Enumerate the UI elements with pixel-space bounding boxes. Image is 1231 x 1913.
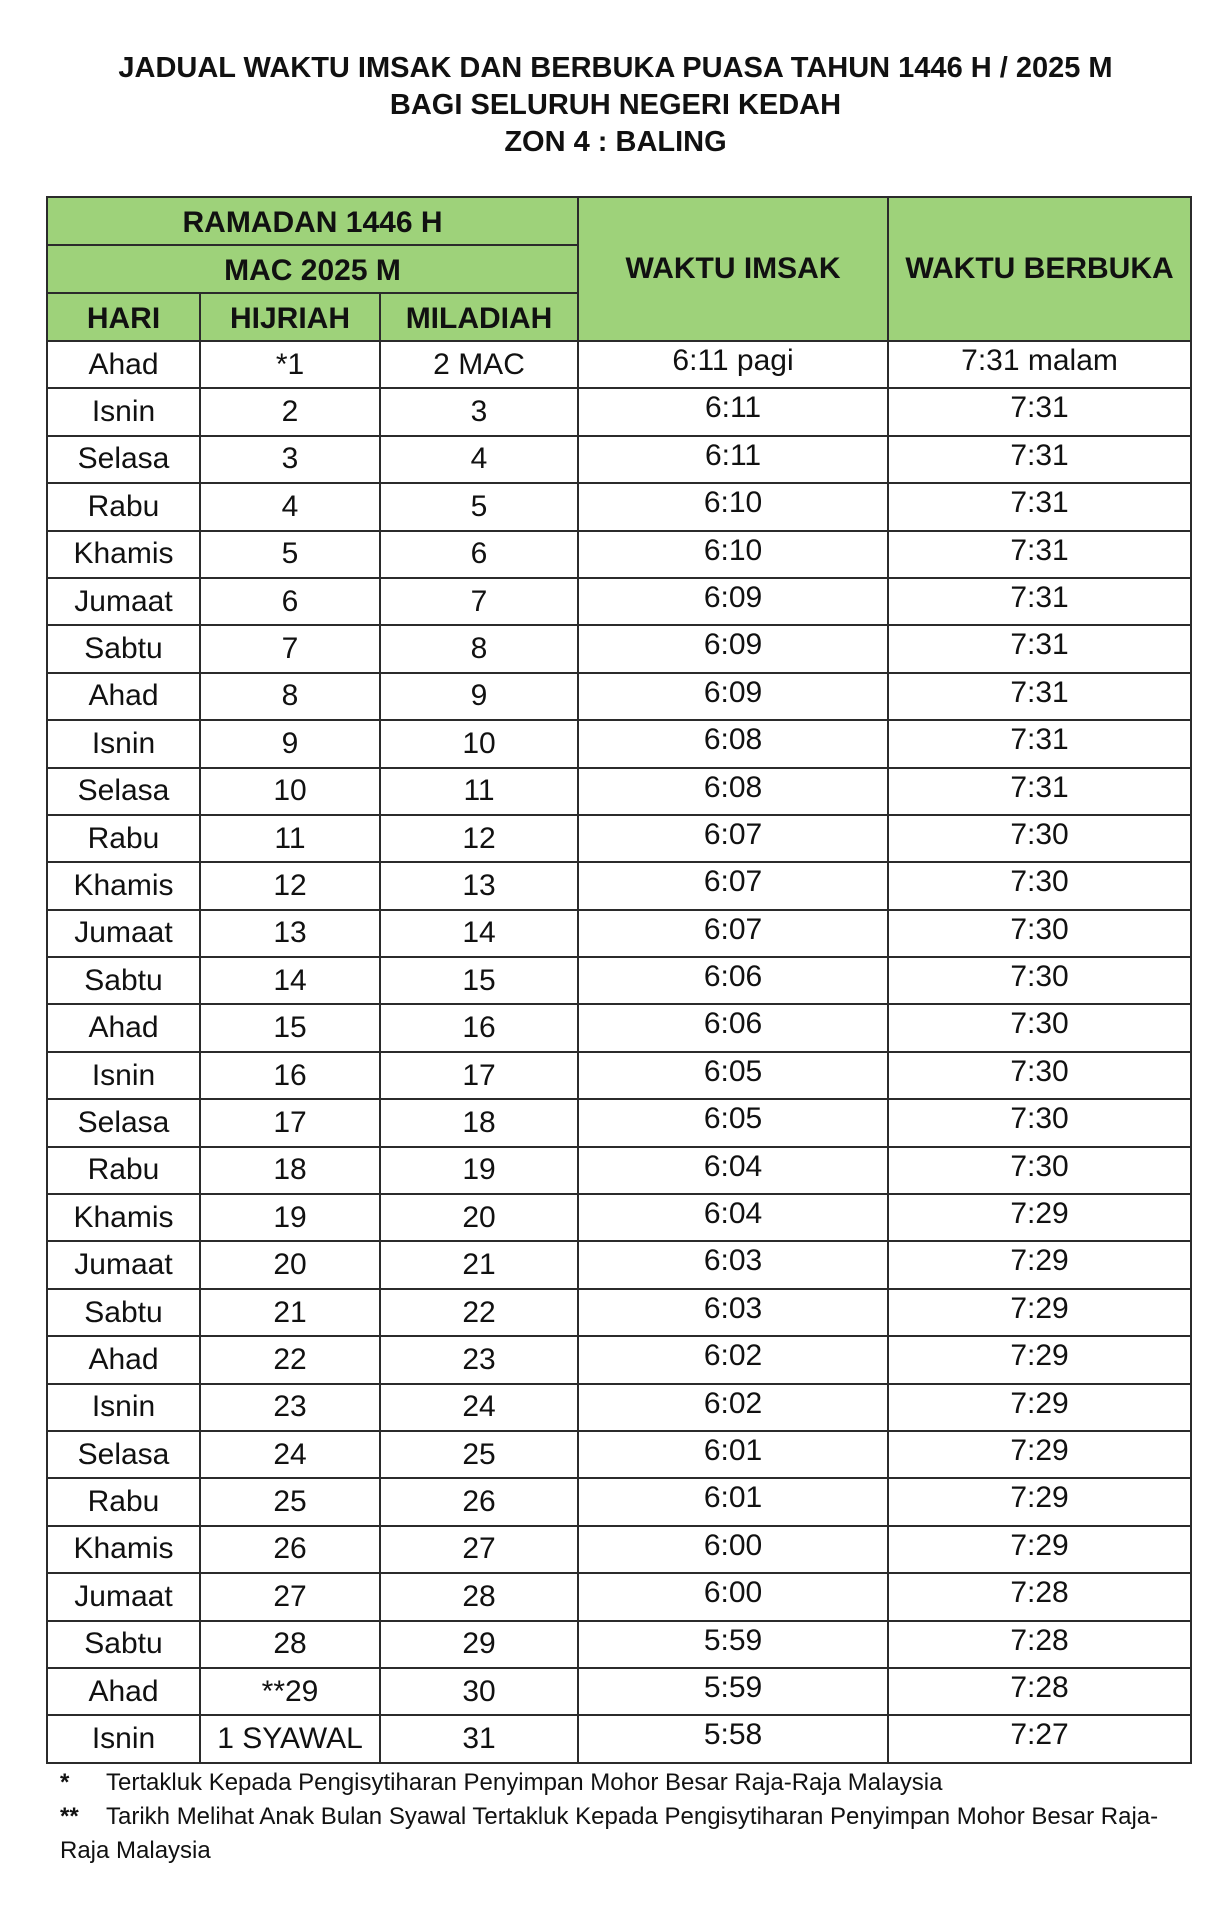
cell-berbuka: 7:29 (888, 1241, 1191, 1288)
table-row (47, 862, 1191, 909)
cell-hari: Ahad (47, 1668, 200, 1715)
cell-hijriah: 28 (200, 1621, 380, 1668)
cell-hari: Selasa (47, 436, 200, 483)
table-row (47, 768, 1191, 815)
cell-hijriah: **29 (200, 1668, 380, 1715)
cell-imsak: 6:05 (578, 1052, 888, 1099)
cell-berbuka: 7:29 (888, 1526, 1191, 1573)
footnote-2-mark: ** (60, 1803, 79, 1830)
cell-miladiah: 25 (380, 1431, 578, 1478)
cell-hari: Rabu (47, 483, 200, 530)
cell-berbuka: 7:29 (888, 1336, 1191, 1383)
cell-miladiah: 8 (380, 625, 578, 672)
cell-hijriah: 1 SYAWAL (200, 1715, 380, 1762)
cell-miladiah: 22 (380, 1289, 578, 1336)
cell-berbuka: 7:31 (888, 720, 1191, 767)
cell-imsak: 6:07 (578, 862, 888, 909)
table-row (47, 341, 1191, 388)
cell-miladiah: 6 (380, 531, 578, 578)
cell-hijriah: *1 (200, 341, 380, 388)
cell-hari: Ahad (47, 1004, 200, 1051)
cell-hijriah: 14 (200, 957, 380, 1004)
cell-berbuka: 7:30 (888, 815, 1191, 862)
title-line-3: ZON 4 : BALING (504, 126, 727, 158)
cell-hari: Sabtu (47, 957, 200, 1004)
cell-hari: Rabu (47, 1147, 200, 1194)
table-row (47, 436, 1191, 483)
cell-hari: Jumaat (47, 1241, 200, 1288)
cell-hari: Sabtu (47, 1621, 200, 1668)
cell-hijriah: 12 (200, 862, 380, 909)
cell-miladiah: 10 (380, 720, 578, 767)
cell-hijriah: 5 (200, 531, 380, 578)
table-row (47, 910, 1191, 957)
cell-berbuka: 7:30 (888, 910, 1191, 957)
cell-miladiah: 24 (380, 1384, 578, 1431)
cell-miladiah: 5 (380, 483, 578, 530)
cell-hari: Sabtu (47, 625, 200, 672)
table-row (47, 388, 1191, 435)
cell-miladiah: 13 (380, 862, 578, 909)
cell-hijriah: 4 (200, 483, 380, 530)
cell-hari: Isnin (47, 1384, 200, 1431)
cell-hijriah: 6 (200, 578, 380, 625)
table-row (47, 1194, 1191, 1241)
cell-berbuka: 7:31 malam (888, 341, 1191, 388)
cell-imsak: 6:05 (578, 1099, 888, 1146)
cell-miladiah: 3 (380, 388, 578, 435)
cell-hijriah: 2 (200, 388, 380, 435)
table-row (47, 1526, 1191, 1573)
cell-imsak: 6:01 (578, 1478, 888, 1525)
cell-imsak: 6:08 (578, 720, 888, 767)
cell-miladiah: 20 (380, 1194, 578, 1241)
cell-hari: Khamis (47, 1194, 200, 1241)
cell-berbuka: 7:27 (888, 1715, 1191, 1762)
cell-hijriah: 21 (200, 1289, 380, 1336)
cell-hijriah: 7 (200, 625, 380, 672)
cell-hijriah: 13 (200, 910, 380, 957)
cell-berbuka: 7:30 (888, 1052, 1191, 1099)
cell-hijriah: 25 (200, 1478, 380, 1525)
table-row (47, 673, 1191, 720)
cell-hijriah: 16 (200, 1052, 380, 1099)
cell-hari: Ahad (47, 341, 200, 388)
cell-hari: Isnin (47, 1052, 200, 1099)
cell-imsak: 6:08 (578, 768, 888, 815)
cell-miladiah: 27 (380, 1526, 578, 1573)
cell-miladiah: 23 (380, 1336, 578, 1383)
cell-hijriah: 22 (200, 1336, 380, 1383)
cell-berbuka: 7:28 (888, 1573, 1191, 1620)
cell-hari: Ahad (47, 1336, 200, 1383)
table-row (47, 1478, 1191, 1525)
cell-berbuka: 7:29 (888, 1289, 1191, 1336)
cell-hijriah: 17 (200, 1099, 380, 1146)
table-row (47, 1621, 1191, 1668)
cell-hari: Selasa (47, 1099, 200, 1146)
cell-hijriah: 3 (200, 436, 380, 483)
cell-hijriah: 24 (200, 1431, 380, 1478)
cell-imsak: 6:01 (578, 1431, 888, 1478)
header-waktu-berbuka: WAKTU BERBUKA (888, 197, 1191, 341)
header-mac: MAC 2025 M (47, 245, 578, 293)
cell-imsak: 5:59 (578, 1668, 888, 1715)
cell-imsak: 6:03 (578, 1241, 888, 1288)
table-header (47, 197, 1191, 341)
cell-hari: Rabu (47, 815, 200, 862)
cell-hari: Rabu (47, 1478, 200, 1525)
cell-berbuka: 7:29 (888, 1194, 1191, 1241)
cell-hari: Khamis (47, 1526, 200, 1573)
table-row (47, 1147, 1191, 1194)
cell-hari: Jumaat (47, 910, 200, 957)
cell-hari: Isnin (47, 720, 200, 767)
cell-hari: Selasa (47, 1431, 200, 1478)
cell-berbuka: 7:29 (888, 1478, 1191, 1525)
cell-imsak: 6:11 (578, 436, 888, 483)
cell-miladiah: 14 (380, 910, 578, 957)
cell-berbuka: 7:30 (888, 1099, 1191, 1146)
cell-miladiah: 31 (380, 1715, 578, 1762)
cell-berbuka: 7:31 (888, 388, 1191, 435)
cell-berbuka: 7:31 (888, 768, 1191, 815)
cell-imsak: 6:09 (578, 625, 888, 672)
cell-berbuka: 7:31 (888, 578, 1191, 625)
cell-miladiah: 19 (380, 1147, 578, 1194)
cell-miladiah: 15 (380, 957, 578, 1004)
cell-miladiah: 7 (380, 578, 578, 625)
cell-miladiah: 29 (380, 1621, 578, 1668)
cell-miladiah: 21 (380, 1241, 578, 1288)
cell-imsak: 6:04 (578, 1147, 888, 1194)
cell-miladiah: 28 (380, 1573, 578, 1620)
cell-berbuka: 7:30 (888, 862, 1191, 909)
cell-imsak: 5:58 (578, 1715, 888, 1762)
cell-hari: Jumaat (47, 1573, 200, 1620)
cell-hijriah: 23 (200, 1384, 380, 1431)
cell-miladiah: 9 (380, 673, 578, 720)
cell-hijriah: 20 (200, 1241, 380, 1288)
cell-hari: Selasa (47, 768, 200, 815)
table-row (47, 1668, 1191, 1715)
table-body (47, 341, 1191, 1763)
cell-berbuka: 7:29 (888, 1384, 1191, 1431)
header-waktu-imsak: WAKTU IMSAK (578, 197, 888, 341)
header-hari: HARI (47, 293, 200, 341)
title-line-1: JADUAL WAKTU IMSAK DAN BERBUKA PUASA TAHUN 1446 H / 2025 M (118, 52, 1113, 84)
cell-imsak: 6:00 (578, 1526, 888, 1573)
table-row (47, 815, 1191, 862)
table-row (47, 1289, 1191, 1336)
cell-miladiah: 26 (380, 1478, 578, 1525)
header-miladiah: MILADIAH (380, 293, 578, 341)
cell-berbuka: 7:30 (888, 1004, 1191, 1051)
table-row (47, 1052, 1191, 1099)
table-row (47, 1573, 1191, 1620)
footnotes (60, 1766, 1190, 1868)
cell-hari: Khamis (47, 862, 200, 909)
cell-hari: Khamis (47, 531, 200, 578)
cell-imsak: 6:00 (578, 1573, 888, 1620)
cell-imsak: 6:02 (578, 1384, 888, 1431)
footnote-2-text: Tarikh Melihat Anak Bulan Syawal Tertakluk Kepada Pengisytiharan Penyimpan Mohor Besar Raja-Raja Malaysia (60, 1803, 1159, 1864)
cell-berbuka: 7:31 (888, 483, 1191, 530)
schedule-table (46, 196, 1192, 1764)
cell-miladiah: 4 (380, 436, 578, 483)
cell-imsak: 6:07 (578, 815, 888, 862)
cell-berbuka: 7:31 (888, 625, 1191, 672)
table-row (47, 1004, 1191, 1051)
cell-hari: Sabtu (47, 1289, 200, 1336)
cell-berbuka: 7:28 (888, 1668, 1191, 1715)
cell-hijriah: 19 (200, 1194, 380, 1241)
footnote-1-mark: * (60, 1769, 70, 1796)
cell-imsak: 6:03 (578, 1289, 888, 1336)
table-row (47, 1336, 1191, 1383)
footnote-1 (60, 1766, 1190, 1800)
cell-hijriah: 8 (200, 673, 380, 720)
cell-imsak: 6:10 (578, 483, 888, 530)
table-row (47, 483, 1191, 530)
table-row (47, 1384, 1191, 1431)
table-row (47, 957, 1191, 1004)
page-title (0, 50, 1231, 161)
table-row (47, 1099, 1191, 1146)
cell-miladiah: 18 (380, 1099, 578, 1146)
cell-hari: Ahad (47, 673, 200, 720)
cell-imsak: 6:06 (578, 957, 888, 1004)
cell-imsak: 6:11 pagi (578, 341, 888, 388)
cell-berbuka: 7:31 (888, 673, 1191, 720)
table-row (47, 578, 1191, 625)
table-row (47, 1241, 1191, 1288)
table-row (47, 531, 1191, 578)
cell-imsak: 6:10 (578, 531, 888, 578)
header-ramadan: RAMADAN 1446 H (47, 197, 578, 245)
footnote-1-text: Tertakluk Kepada Pengisytiharan Penyimpan Mohor Besar Raja-Raja Malaysia (106, 1769, 943, 1796)
cell-hijriah: 10 (200, 768, 380, 815)
cell-miladiah: 16 (380, 1004, 578, 1051)
cell-imsak: 6:09 (578, 673, 888, 720)
cell-berbuka: 7:28 (888, 1621, 1191, 1668)
header-hijriah: HIJRIAH (200, 293, 380, 341)
cell-imsak: 6:11 (578, 388, 888, 435)
cell-imsak: 6:06 (578, 1004, 888, 1051)
cell-imsak: 6:09 (578, 578, 888, 625)
cell-miladiah: 12 (380, 815, 578, 862)
cell-imsak: 6:02 (578, 1336, 888, 1383)
cell-berbuka: 7:29 (888, 1431, 1191, 1478)
cell-miladiah: 2 MAC (380, 341, 578, 388)
cell-hijriah: 15 (200, 1004, 380, 1051)
cell-imsak: 5:59 (578, 1621, 888, 1668)
title-line-2: BAGI SELURUH NEGERI KEDAH (389, 89, 842, 121)
cell-hijriah: 27 (200, 1573, 380, 1620)
cell-hijriah: 18 (200, 1147, 380, 1194)
table-row (47, 1431, 1191, 1478)
cell-berbuka: 7:31 (888, 531, 1191, 578)
cell-miladiah: 30 (380, 1668, 578, 1715)
cell-miladiah: 17 (380, 1052, 578, 1099)
cell-berbuka: 7:30 (888, 957, 1191, 1004)
cell-berbuka: 7:30 (888, 1147, 1191, 1194)
cell-berbuka: 7:31 (888, 436, 1191, 483)
cell-imsak: 6:04 (578, 1194, 888, 1241)
cell-hari: Isnin (47, 388, 200, 435)
table-row (47, 720, 1191, 767)
table-row (47, 625, 1191, 672)
cell-hijriah: 9 (200, 720, 380, 767)
cell-hari: Isnin (47, 1715, 200, 1762)
cell-hari: Jumaat (47, 578, 200, 625)
cell-hijriah: 26 (200, 1526, 380, 1573)
cell-miladiah: 11 (380, 768, 578, 815)
footnote-2 (60, 1800, 1190, 1868)
cell-imsak: 6:07 (578, 910, 888, 957)
cell-hijriah: 11 (200, 815, 380, 862)
table-row (47, 1715, 1191, 1762)
